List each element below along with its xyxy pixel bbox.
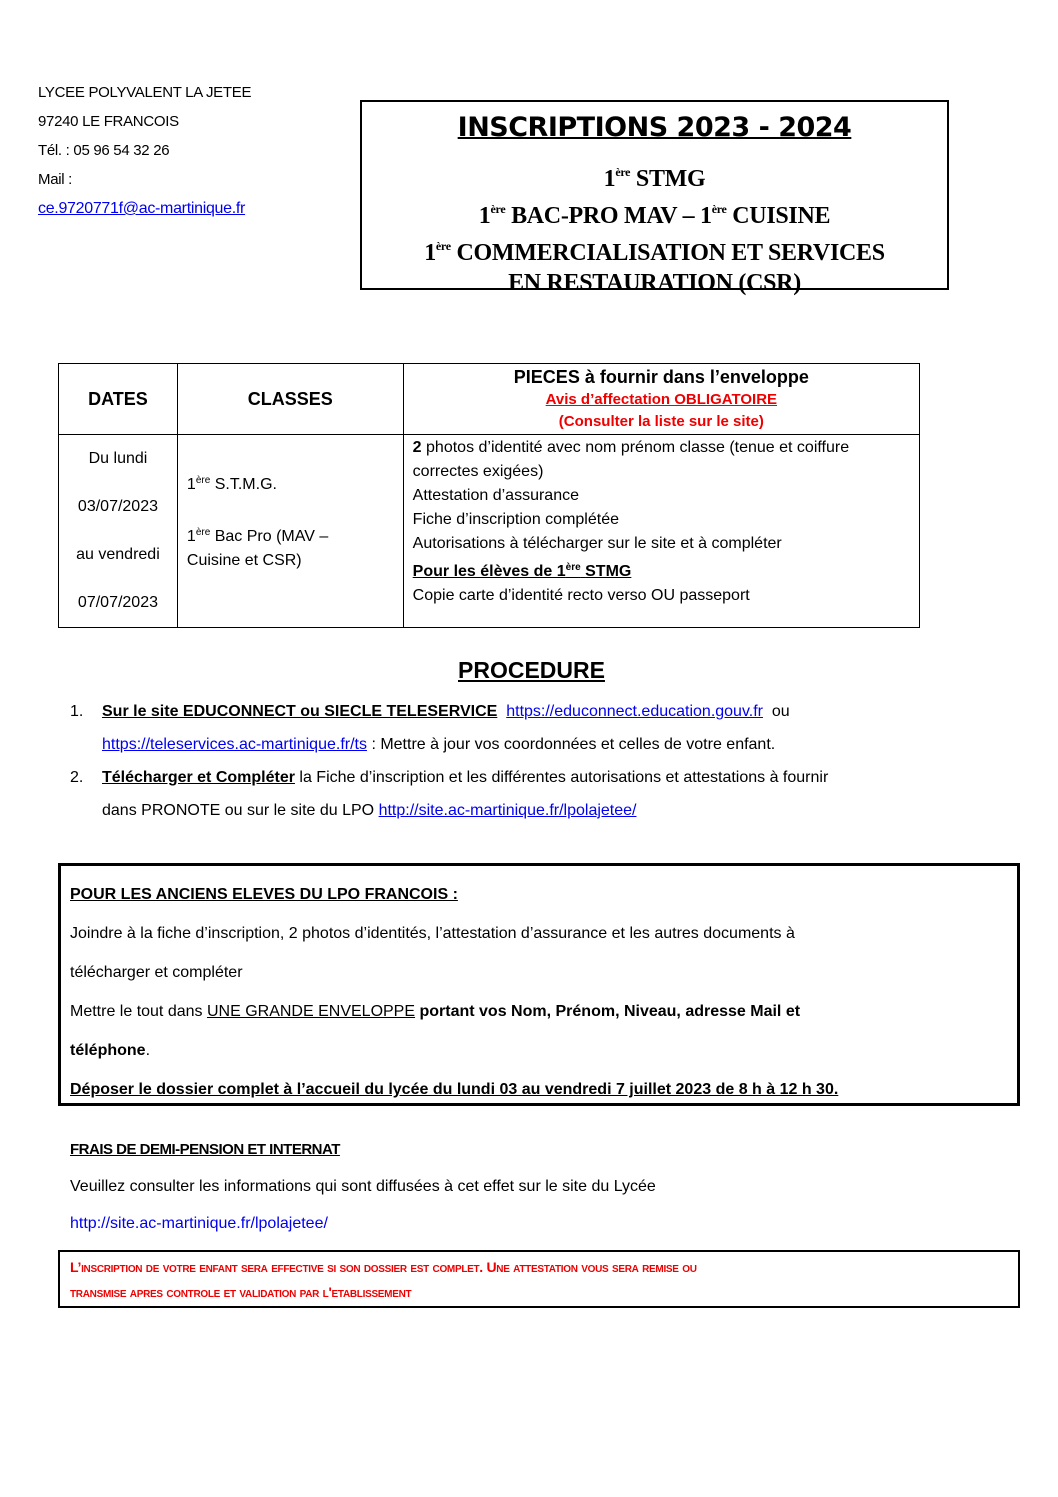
school-contact-block [38,78,251,223]
piece-sup: ère [565,562,581,573]
piece-item: Attestation d’assurance [412,487,579,504]
anciens-eleves-box [58,863,1020,1106]
piece-subheading-text: Pour les élèves de 1 [412,563,566,580]
step-text: : Mettre à jour vos coordonnées et celles de votre enfant. [371,736,776,753]
pieces-table [58,363,920,628]
piece-subheading-text: STMG [585,563,632,580]
piece-count: 2 [412,439,422,456]
ordinal: 1 [603,166,616,192]
dates-cell [59,435,178,628]
class-sup: ère [195,475,211,486]
class-text: Bac Pro (MAV – [214,528,329,545]
anciens-envelope-emphasis: UNE GRANDE ENVELOPPE [206,1003,416,1020]
class-text: S.T.M.G. [214,476,277,493]
procedure-title: PROCEDURE [458,657,605,683]
title-line-text: COMMERCIALISATION ET SERVICES [456,240,885,266]
page-title: INSCRIPTIONS 2023 - 2024 [457,112,852,143]
piece-item: Fiche d’inscription complétée [412,511,619,528]
step-number: 2. [70,769,84,786]
step-number: 1. [70,703,84,720]
header-pieces-title: PIECES à fournir dans l’enveloppe [513,366,809,387]
table-row [59,435,920,628]
frais-text: Veuillez consulter les informations qui sont diffusées à cet effet sur le site du Lycée [70,1178,656,1195]
frais-link[interactable]: http://site.ac-martinique.fr/lpolajetee/ [70,1215,328,1232]
header-pieces-required: Avis d’affectation OBLIGATOIRE [545,390,778,408]
procedure-step-1 [70,695,1010,761]
pieces-cell [403,435,919,628]
class-num: 1 [186,476,196,493]
title-line-restauration: EN RESTAURATION (CSR) [508,270,801,296]
mail-link[interactable]: ce.9720771f@ac-martinique.fr [38,200,246,217]
ordinal-sup: ère [615,165,631,179]
class-sup: ère [195,527,211,538]
ordinal-sup: ère [435,239,451,253]
ordinal-sup: ère [490,202,506,216]
piece-subheading [413,556,911,584]
anciens-heading: POUR LES ANCIENS ELEVES DU LPO FRANCOIS : [70,886,458,903]
anciens-text [70,992,1017,1031]
header-dates: DATES [59,364,178,435]
anciens-deposit-instruction: Déposer le dossier complet à l’accueil du lycée du lundi 03 au vendredi 7 juillet 2023 de 8 h à 12 h 30. [70,1081,839,1098]
anciens-text: Joindre à la fiche d’inscription, 2 photos d’identités, l’attestation d’assurance et les autres documents à [70,925,795,942]
school-phone: Tél. : 05 96 54 32 26 [38,142,170,159]
piece-item [413,436,911,484]
procedure-step-2 [70,761,1010,827]
piece-text: photos d’identité avec nom prénom classe (tenue et coiffure correctes exigées) [412,439,850,480]
step-bold: Sur le site EDUCONNECT ou SIECLE TELESERVICE [102,703,498,720]
anciens-text: télécharger et compléter [70,964,243,981]
mail-label: Mail : [38,171,73,188]
title-box [360,100,949,296]
ordinal: 1 [478,203,491,229]
frais-section [70,1131,656,1242]
step-text: dans PRONOTE ou sur le site du LPO [102,802,375,819]
title-line-csr [362,231,947,268]
piece-item: Copie carte d’identité recto verso OU passeport [412,587,750,604]
class-stmg [187,469,403,497]
school-name: LYCEE POLYVALENT LA JETEE [38,84,252,101]
ordinal-sup: ère [711,202,727,216]
class-bacpro [187,521,403,573]
piece-item: Autorisations à télécharger sur le site et à compléter [412,535,782,552]
notice-line: L’inscription de votre enfant sera effective si son dossier est complet. Une attestation vous sera remise ou [70,1259,697,1275]
step-text: la Fiche d’inscription et les différentes autorisations et attestations à fournir [299,769,829,786]
notice-line: transmise apres controle et validation par l'etablissement [70,1284,412,1300]
teleservices-link[interactable]: https://teleservices.ac-martinique.fr/ts [102,736,367,753]
procedure-list [70,695,1010,827]
school-address: 97240 LE FRANCOIS [38,113,179,130]
date-line: Du lundi [88,450,148,467]
ordinal: 1 [699,203,712,229]
notice-box [58,1250,1020,1308]
table-header-row [59,364,920,435]
anciens-text-part: . [145,1042,151,1059]
header-pieces [403,364,919,435]
step-bold: Télécharger et Compléter [102,769,295,786]
anciens-text-part: Mettre le tout dans [70,1003,203,1020]
date-line: 07/07/2023 [77,594,158,611]
classes-cell [177,435,403,628]
anciens-text-bold: portant vos Nom, Prénom, Niveau, adresse Mail et [419,1003,801,1020]
anciens-text-bold: téléphone [70,1042,146,1059]
ordinal: 1 [424,240,436,266]
title-line-text: CUISINE [732,203,831,229]
title-line-bacpro [362,194,947,231]
header-pieces-note: (Consulter la liste sur le site) [558,412,764,430]
header-classes: CLASSES [177,364,403,435]
class-num: 1 [186,528,196,545]
lpo-site-link[interactable]: http://site.ac-martinique.fr/lpolajetee/ [378,802,637,819]
title-line-stmg [362,157,947,194]
title-line-text: STMG [635,166,706,192]
title-line-text: BAC-PRO MAV – [511,203,695,229]
date-line: 03/07/2023 [77,498,158,515]
frais-heading: FRAIS DE DEMI-PENSION ET INTERNAT [70,1141,340,1158]
class-text: Cuisine et CSR) [186,552,302,569]
anciens-text [70,1031,1017,1070]
step-text: ou [771,703,790,720]
date-line: au vendredi [76,546,160,563]
educonnect-link[interactable]: https://educonnect.education.gouv.fr [506,703,763,720]
